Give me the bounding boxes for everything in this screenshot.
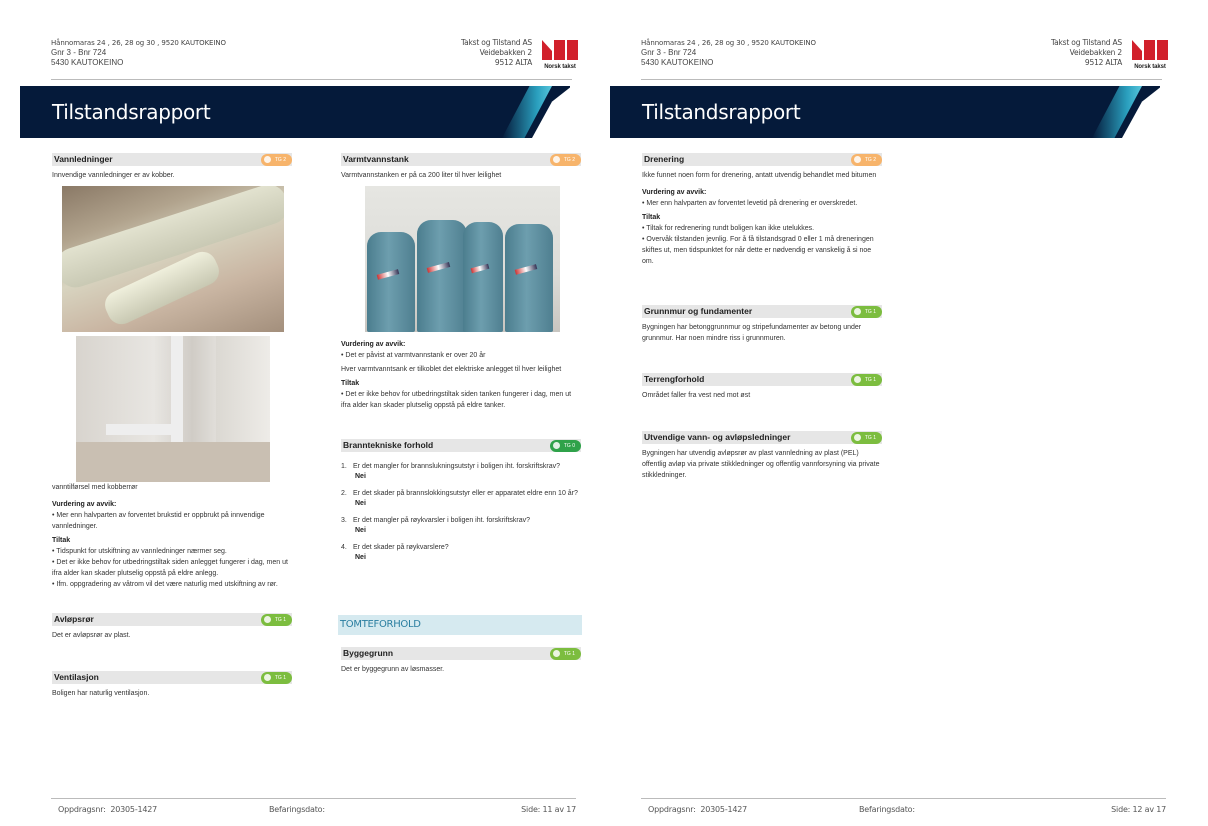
property-postal: 5430 KAUTOKEINO — [51, 58, 124, 67]
company-postal: 9512 ALTA — [494, 58, 532, 67]
question-item: 3. Er det mangler på røykvarsler i boligen iht. forskriftskrav? Nei — [341, 516, 581, 535]
section-header — [52, 613, 292, 626]
answer: Nei — [355, 553, 366, 561]
tomteforhold-heading — [338, 615, 582, 635]
section-intro: Innvendige vannledninger er av kobber. — [52, 172, 175, 179]
tg1-badge: TG 1 — [261, 614, 292, 626]
section-title: Avløpsrør — [54, 614, 94, 624]
vurdering-item: • Mer enn halvparten av forventet levetid på drenering er overskredet. — [642, 200, 858, 207]
section-header — [642, 431, 882, 444]
company-name: Takst og Tilstand AS — [461, 38, 532, 47]
badge-info-icon — [264, 674, 271, 681]
section-grunnmur — [642, 305, 882, 344]
report-title: Tilstandsrapport — [52, 100, 211, 124]
header-divider — [641, 79, 1162, 80]
section-text: Området faller fra vest ned mot øst — [642, 392, 751, 399]
badge-info-icon — [854, 156, 861, 163]
section-header — [52, 671, 292, 684]
photo-copper-pipes[interactable] — [62, 186, 284, 332]
section-title: Ventilasjon — [54, 672, 99, 682]
varmtvannstank-details — [341, 339, 581, 411]
tiltak-label: Tiltak — [341, 380, 360, 387]
vurdering-label: Vurdering av avvik: — [52, 501, 117, 508]
company-street: Veidebakken 2 — [479, 48, 532, 57]
report-page-12 — [610, 0, 1200, 826]
section-title: Drenering — [644, 154, 685, 164]
section-text: Det er avløpsrør av plast. — [52, 632, 131, 639]
logo-text: Norsk takst — [1134, 64, 1166, 70]
section-title: Terrengforhold — [644, 374, 705, 384]
norsk-takst-logo — [1130, 40, 1170, 70]
section-text: Det er byggegrunn av løsmasser. — [341, 666, 445, 673]
tiltak-item: • Ifm. oppgradering av våtrom vil det være naturlig med utskiftning av rør. — [52, 581, 278, 588]
section-header — [642, 305, 882, 318]
vannledninger-details — [52, 482, 292, 590]
report-title: Tilstandsrapport — [642, 100, 801, 124]
tg1-badge: TG 1 — [261, 672, 292, 684]
section-vannledninger — [52, 153, 292, 181]
property-address: Hånnomaras 24 , 26, 28 og 30 , 9520 KAUTOKEINO — [641, 39, 816, 47]
section-utvendige-ledninger — [642, 431, 882, 481]
section-branntekniske — [341, 439, 581, 570]
section-avlopsror — [52, 613, 292, 641]
section-header — [341, 647, 581, 660]
chapter-title: TOMTEFORHOLD — [340, 619, 421, 630]
section-header — [642, 373, 882, 386]
badge-info-icon — [854, 376, 861, 383]
section-header — [341, 153, 581, 166]
badge-info-icon — [553, 650, 560, 657]
section-text: Bygningen har betonggrunnmur og stripefundamenter av betong under grunnmur. Har noen mindre riss i grunnmuren. — [642, 324, 862, 342]
company-header — [461, 38, 532, 68]
section-header — [642, 153, 882, 166]
section-title: Utvendige vann- og avløpsledninger — [644, 432, 791, 442]
tiltak-item: • Tiltak for redrenering rundt boligen kan ikke utelukkes. — [642, 225, 815, 232]
property-address: Hånnomaras 24 , 26, 28 og 30 , 9520 KAUTOKEINO — [51, 39, 226, 47]
footer-page-number: Side: 11 av 17 — [521, 805, 576, 814]
footer-befaring: Befaringsdato: — [859, 805, 915, 814]
gnr-bnr: Gnr 3 - Bnr 724 — [641, 48, 697, 57]
property-postal: 5430 KAUTOKEINO — [641, 58, 714, 67]
photo-caption: vanntilførsel med kobberrør — [52, 484, 138, 491]
gnr-bnr: Gnr 3 - Bnr 724 — [51, 48, 107, 57]
norsk-takst-logo — [540, 40, 580, 70]
property-header — [51, 38, 226, 68]
property-header — [641, 38, 816, 68]
footer-oppdrag: Oppdragsnr: 20305-1427 — [58, 805, 158, 814]
section-title: Vannledninger — [54, 154, 113, 164]
footer-page-number: Side: 12 av 17 — [1111, 805, 1166, 814]
photo-water-heaters[interactable] — [365, 186, 560, 332]
tg1-badge: TG 1 — [851, 306, 882, 318]
section-drenering — [642, 153, 882, 267]
report-page-11 — [20, 0, 610, 826]
tiltak-label: Tiltak — [642, 214, 661, 221]
company-header — [1051, 38, 1122, 68]
answer: Nei — [355, 472, 366, 480]
report-banner — [610, 86, 1160, 138]
fire-safety-questions — [341, 462, 581, 562]
company-name: Takst og Tilstand AS — [1051, 38, 1122, 47]
tiltak-label: Tiltak — [52, 537, 71, 544]
tg2-badge: TG 2 — [851, 154, 882, 166]
company-postal: 9512 ALTA — [1084, 58, 1122, 67]
tiltak-item: • Det er ikke behov for utbedringstiltak siden tanken fungerer i dag, men ut ifra alder kan skader plutselig oppstå på eldre tanker. — [341, 391, 572, 409]
logo-text: Norsk takst — [544, 64, 576, 70]
section-byggegrunn — [341, 647, 581, 675]
badge-info-icon — [854, 434, 861, 441]
section-title: Branntekniske forhold — [343, 440, 434, 450]
section-header — [341, 439, 581, 452]
badge-info-icon — [553, 156, 560, 163]
tiltak-item: • Det er ikke behov for utbedringstiltak siden anlegget fungerer i dag, men ut ifra alder kan skader plutselig oppstå på eldre anlegg. — [52, 559, 288, 577]
header-divider — [51, 79, 572, 80]
tg1-badge: TG 1 — [851, 432, 882, 444]
tiltak-item: • Tidspunkt for utskiftning av vannledninger nærmer seg. — [52, 548, 227, 555]
vurdering-extra: Hver varmtvanntsank er tilkoblet det elektriske anlegget til hver leilighet — [341, 366, 562, 373]
answer: Nei — [355, 526, 366, 534]
section-terrengforhold — [642, 373, 882, 401]
section-varmtvannstank — [341, 153, 581, 181]
tiltak-item: • Overvåk tilstanden jevnlig. For å få tilstandsgrad 0 eller 1 må dreneringen skiftes ut, men tidspunktet for når dette er nødvendig er vanskelig å si noe om. — [642, 236, 874, 265]
report-banner — [20, 86, 570, 138]
section-text: Boligen har naturlig ventilasjon. — [52, 690, 150, 697]
photo-water-supply[interactable] — [76, 336, 270, 482]
tg0-badge: TG 0 — [550, 440, 581, 452]
vurdering-label: Vurdering av avvik: — [642, 189, 707, 196]
section-header — [52, 153, 292, 166]
tg1-badge: TG 1 — [550, 648, 581, 660]
company-street: Veidebakken 2 — [1069, 48, 1122, 57]
tg2-badge: TG 2 — [261, 154, 292, 166]
footer-divider — [51, 798, 576, 799]
section-title: Grunnmur og fundamenter — [644, 306, 753, 316]
section-intro: Varmtvannstanken er på ca 200 liter til hver leilighet — [341, 172, 502, 179]
question-item: 1. Er det mangler for brannslukningsutstyr i boligen iht. forskriftskrav? Nei — [341, 462, 581, 481]
question-item: 4. Er det skader på røykvarslere? Nei — [341, 543, 581, 562]
section-title: Varmtvannstank — [343, 154, 409, 164]
section-title: Byggegrunn — [343, 648, 394, 658]
question-item: 2. Er det skader på brannslokkingsutstyr eller er apparatet eldre enn 10 år? Nei — [341, 489, 581, 508]
badge-info-icon — [264, 616, 271, 623]
tg2-badge: TG 2 — [550, 154, 581, 166]
footer-divider — [641, 798, 1166, 799]
footer-oppdrag: Oppdragsnr: 20305-1427 — [648, 805, 748, 814]
badge-info-icon — [854, 308, 861, 315]
section-intro: Ikke funnet noen form for drenering, antatt utvendig behandlet med bitumen — [642, 172, 877, 179]
answer: Nei — [355, 499, 366, 507]
tg1-badge: TG 1 — [851, 374, 882, 386]
badge-info-icon — [553, 442, 560, 449]
section-ventilasjon — [52, 671, 292, 699]
vurdering-label: Vurdering av avvik: — [341, 341, 406, 348]
section-text: Bygningen har utvendig avløpsrør av plast vannledning av plast (PEL) offentlig avløp via private stikkledninger og offentlig vannforsyning via private stikkledninger. — [642, 450, 880, 479]
footer-befaring: Befaringsdato: — [269, 805, 325, 814]
vurdering-item: • Mer enn halvparten av forventet brukstid er oppbrukt på innvendige vannledninger. — [52, 512, 265, 530]
badge-info-icon — [264, 156, 271, 163]
vurdering-item: • Det er påvist at varmtvannstank er over 20 år — [341, 352, 486, 359]
